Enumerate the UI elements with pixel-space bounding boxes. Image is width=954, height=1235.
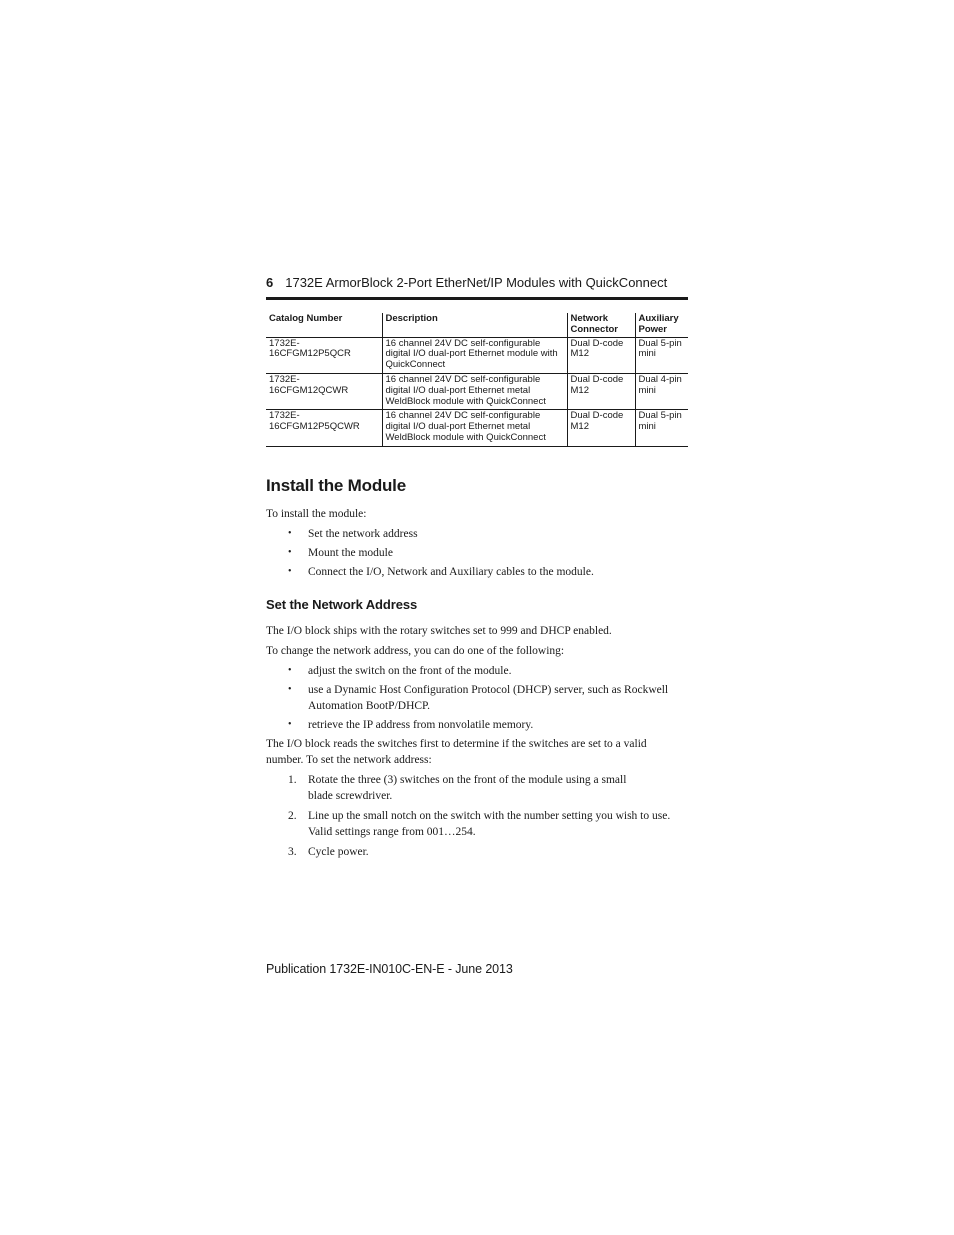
list-item: • adjust the switch on the front of the module. bbox=[288, 665, 512, 677]
bullet-icon: • bbox=[288, 528, 292, 539]
column-header-network-connector: Network Connector bbox=[567, 313, 635, 337]
network-options-list bbox=[266, 663, 686, 733]
list-item: 2. Line up the small notch on the switch with the number setting you wish to use. Valid settings range from 001…254. bbox=[288, 810, 671, 838]
list-item: • Set the network address bbox=[288, 528, 418, 540]
list-item: • use a Dynamic Host Configuration Protocol (DHCP) server, such as Rockwell Automation BootP/DHCP. bbox=[288, 684, 669, 712]
cell-auxiliary-power: Dual 5-pin mini bbox=[635, 410, 688, 446]
install-heading: Install the Module bbox=[266, 476, 406, 495]
step-number: 3. bbox=[288, 846, 297, 858]
cell-network-connector: Dual D-code M12 bbox=[567, 337, 635, 373]
cell-catalog-number: 1732E-16CFGM12P5QCWR bbox=[269, 410, 360, 433]
table-row bbox=[266, 373, 688, 409]
list-item: • Connect the I/O, Network and Auxiliary cables to the module. bbox=[288, 566, 594, 578]
list-item: • Mount the module bbox=[288, 547, 393, 559]
header-rule bbox=[266, 297, 688, 300]
bullet-icon: • bbox=[288, 665, 292, 676]
cell-description: 16 channel 24V DC self-configurable digital I/O dual-port Ethernet metal WeldBlock module with QuickConnect bbox=[382, 410, 567, 446]
bullet-icon: • bbox=[288, 684, 292, 695]
list-item: 1. Rotate the three (3) switches on the front of the module using a small blade screwdriver. bbox=[288, 774, 627, 802]
cell-description: 16 channel 24V DC self-configurable digital I/O dual-port Ethernet metal WeldBlock module with QuickConnect bbox=[382, 373, 567, 409]
cell-catalog-number: 1732E-16CFGM12QCWR bbox=[269, 373, 349, 396]
bullet-icon: • bbox=[288, 719, 292, 730]
cell-auxiliary-power: Dual 4-pin mini bbox=[635, 373, 688, 409]
network-para-change: To change the network address, you can do one of the following: bbox=[266, 645, 565, 657]
cell-description: 16 channel 24V DC self-configurable digital I/O dual-port Ethernet module with QuickConnect bbox=[382, 337, 567, 373]
running-title: 1732E ArmorBlock 2-Port EtherNet/IP Modules with QuickConnect bbox=[285, 275, 668, 290]
cell-network-connector: Dual D-code M12 bbox=[567, 373, 635, 409]
table-row bbox=[266, 337, 688, 373]
step-number: 1. bbox=[288, 774, 297, 786]
network-heading: Set the Network Address bbox=[266, 597, 418, 612]
step-number: 2. bbox=[288, 810, 297, 822]
cell-catalog-number: 1732E-16CFGM12P5QCR bbox=[269, 337, 351, 360]
catalog-table bbox=[266, 313, 688, 447]
column-header-catalog-number: Catalog Number bbox=[266, 313, 382, 337]
table-row bbox=[266, 410, 688, 446]
network-steps-list bbox=[266, 772, 686, 860]
page-header bbox=[266, 275, 688, 290]
network-para-ships: The I/O block ships with the rotary switches set to 999 and DHCP enabled. bbox=[266, 625, 612, 637]
page-number: 6 bbox=[266, 275, 274, 290]
column-header-auxiliary-power: Auxiliary Power bbox=[635, 313, 688, 337]
column-header-description: Description bbox=[382, 313, 567, 337]
cell-network-connector: Dual D-code M12 bbox=[567, 410, 635, 446]
list-item: • retrieve the IP address from nonvolatile memory. bbox=[288, 719, 534, 731]
bullet-icon: • bbox=[288, 566, 292, 577]
page-footer: Publication 1732E-IN010C-EN-E - June 2013 bbox=[266, 962, 513, 976]
list-item: 3. Cycle power. bbox=[288, 846, 369, 858]
table-header-row bbox=[266, 313, 688, 337]
install-intro: To install the module: bbox=[266, 508, 367, 520]
bullet-icon: • bbox=[288, 547, 292, 558]
cell-auxiliary-power: Dual 5-pin mini bbox=[635, 337, 688, 373]
install-steps-list bbox=[266, 526, 686, 580]
network-para-reads: The I/O block reads the switches first to determine if the switches are set to a valid number. To set the network address: bbox=[266, 738, 647, 766]
